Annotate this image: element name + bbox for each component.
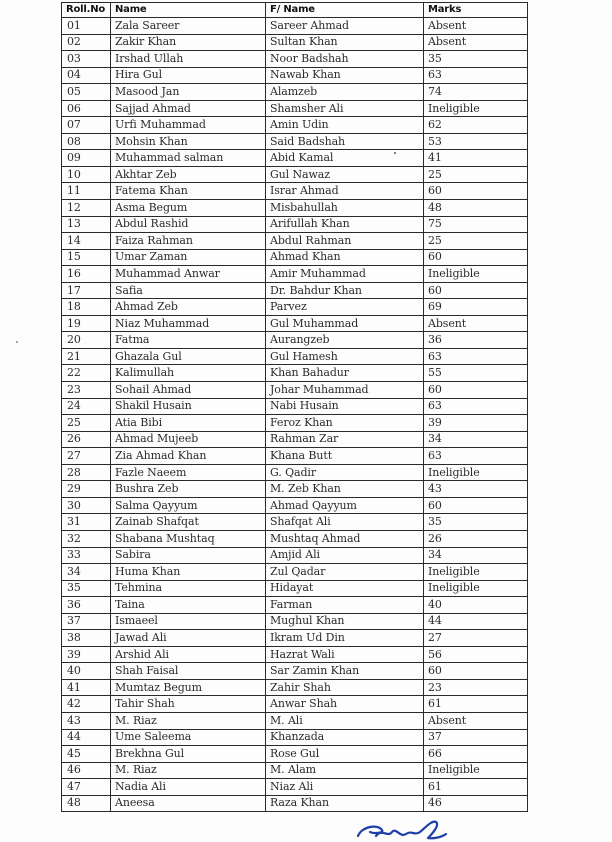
father-name-cell: Farman [266, 597, 424, 614]
marks-cell: Absent [424, 18, 528, 35]
name-cell: Faiza Rahman [111, 233, 266, 250]
roll-no-cell: 30 [62, 497, 111, 514]
father-name-cell: Nawab Khan [266, 67, 424, 84]
roll-no-cell: 35 [62, 580, 111, 597]
table-body [62, 18, 528, 812]
roll-no-cell: 12 [62, 200, 111, 217]
father-name-cell: Feroz Khan [266, 415, 424, 432]
father-name-cell: Ikram Ud Din [266, 630, 424, 647]
name-cell: Abdul Rashid [111, 216, 266, 233]
father-name-cell: Amir Muhammad [266, 266, 424, 283]
name-cell: Shah Faisal [111, 663, 266, 680]
name-cell: Nadia Ali [111, 779, 266, 796]
father-name-cell: Khan Bahadur [266, 365, 424, 382]
roll-no-cell: 18 [62, 299, 111, 316]
roll-no-cell: 48 [62, 795, 111, 812]
roll-no-cell: 39 [62, 646, 111, 663]
marks-cell: 60 [424, 497, 528, 514]
father-name-cell: M. Ali [266, 712, 424, 729]
table-row [62, 100, 528, 117]
marks-cell: Ineligible [424, 762, 528, 779]
name-cell: Zainab Shafqat [111, 514, 266, 531]
table-row [62, 382, 528, 399]
table-row [62, 597, 528, 614]
name-cell: Ismaeel [111, 613, 266, 630]
name-cell: Tahir Shah [111, 696, 266, 713]
roll-no-cell: 13 [62, 216, 111, 233]
marks-cell: Ineligible [424, 580, 528, 597]
roll-no-cell: 25 [62, 415, 111, 432]
roll-no-cell: 43 [62, 712, 111, 729]
name-cell: Safia [111, 282, 266, 299]
stray-mark [394, 152, 396, 154]
name-cell: Mohsin Khan [111, 133, 266, 150]
father-name-cell: Dr. Bahdur Khan [266, 282, 424, 299]
name-cell: Urfi Muhammad [111, 117, 266, 134]
name-cell: Fazle Naeem [111, 464, 266, 481]
table-row [62, 613, 528, 630]
roll-no-cell: 15 [62, 249, 111, 266]
table-row [62, 630, 528, 647]
name-cell: Zakir Khan [111, 34, 266, 51]
table-row [62, 249, 528, 266]
table-row [62, 398, 528, 415]
table-row [62, 547, 528, 564]
table-row [62, 315, 528, 332]
table-header-row [62, 3, 528, 18]
marks-cell: Absent [424, 315, 528, 332]
marks-cell: 62 [424, 117, 528, 134]
table-row [62, 762, 528, 779]
roll-no-cell: 40 [62, 663, 111, 680]
header-roll-no: Roll.No [62, 3, 111, 18]
table-row [62, 332, 528, 349]
father-name-cell: Sar Zamin Khan [266, 663, 424, 680]
father-name-cell: Khana Butt [266, 448, 424, 465]
table-row [62, 795, 528, 812]
roll-no-cell: 42 [62, 696, 111, 713]
table-row [62, 431, 528, 448]
father-name-cell: Rose Gul [266, 746, 424, 763]
name-cell: Irshad Ullah [111, 51, 266, 68]
name-cell: Tehmina [111, 580, 266, 597]
father-name-cell: Anwar Shah [266, 696, 424, 713]
father-name-cell: Gul Hamesh [266, 348, 424, 365]
father-name-cell: Noor Badshah [266, 51, 424, 68]
name-cell: M. Riaz [111, 712, 266, 729]
table-row [62, 51, 528, 68]
name-cell: Ahmad Zeb [111, 299, 266, 316]
marks-cell: 63 [424, 448, 528, 465]
roll-no-cell: 11 [62, 183, 111, 200]
header-marks: Marks [424, 3, 528, 18]
name-cell: Muhammad salman [111, 150, 266, 167]
marks-cell: 27 [424, 630, 528, 647]
table-row [62, 712, 528, 729]
roll-no-cell: 38 [62, 630, 111, 647]
name-cell: M. Riaz [111, 762, 266, 779]
name-cell: Taina [111, 597, 266, 614]
roll-no-cell: 01 [62, 18, 111, 35]
roll-no-cell: 02 [62, 34, 111, 51]
signature-stroke [358, 822, 446, 839]
roll-no-cell: 45 [62, 746, 111, 763]
name-cell: Sajjad Ahmad [111, 100, 266, 117]
name-cell: Fatma [111, 332, 266, 349]
name-cell: Brekhna Gul [111, 746, 266, 763]
name-cell: Hira Gul [111, 67, 266, 84]
father-name-cell: Abid Kamal [266, 150, 424, 167]
roll-no-cell: 31 [62, 514, 111, 531]
roll-no-cell: 23 [62, 382, 111, 399]
table-row [62, 564, 528, 581]
roll-no-cell: 28 [62, 464, 111, 481]
marks-cell: 63 [424, 348, 528, 365]
table-row [62, 464, 528, 481]
name-cell: Ahmad Mujeeb [111, 431, 266, 448]
roll-no-cell: 09 [62, 150, 111, 167]
roll-no-cell: 04 [62, 67, 111, 84]
marks-cell: 55 [424, 365, 528, 382]
table-row [62, 183, 528, 200]
table-row [62, 646, 528, 663]
marks-cell: 74 [424, 84, 528, 101]
marks-cell: 35 [424, 51, 528, 68]
marks-cell: 26 [424, 530, 528, 547]
name-cell: Ghazala Gul [111, 348, 266, 365]
father-name-cell: M. Zeb Khan [266, 481, 424, 498]
roll-no-cell: 10 [62, 166, 111, 183]
table-row [62, 84, 528, 101]
father-name-cell: Hazrat Wali [266, 646, 424, 663]
table-row [62, 150, 528, 167]
father-name-cell: Ahmad Qayyum [266, 497, 424, 514]
table-row [62, 481, 528, 498]
marks-cell: Ineligible [424, 464, 528, 481]
table-row [62, 448, 528, 465]
table-row [62, 133, 528, 150]
roll-no-cell: 07 [62, 117, 111, 134]
name-cell: Salma Qayyum [111, 497, 266, 514]
roll-no-cell: 33 [62, 547, 111, 564]
father-name-cell: Zahir Shah [266, 679, 424, 696]
marks-cell: 60 [424, 282, 528, 299]
roll-no-cell: 44 [62, 729, 111, 746]
father-name-cell: Khanzada [266, 729, 424, 746]
marks-cell: Ineligible [424, 266, 528, 283]
marks-cell: 56 [424, 646, 528, 663]
father-name-cell: Abdul Rahman [266, 233, 424, 250]
father-name-cell: Rahman Zar [266, 431, 424, 448]
roll-no-cell: 05 [62, 84, 111, 101]
father-name-cell: Amin Udin [266, 117, 424, 134]
table-row [62, 34, 528, 51]
roll-no-cell: 06 [62, 100, 111, 117]
father-name-cell: Nabi Husain [266, 398, 424, 415]
table-row [62, 266, 528, 283]
marks-cell: 63 [424, 398, 528, 415]
table-row [62, 779, 528, 796]
table-row [62, 282, 528, 299]
marks-cell: 69 [424, 299, 528, 316]
roll-no-cell: 17 [62, 282, 111, 299]
roll-no-cell: 26 [62, 431, 111, 448]
name-cell: Shabana Mushtaq [111, 530, 266, 547]
name-cell: Huma Khan [111, 564, 266, 581]
name-cell: Muhammad Anwar [111, 266, 266, 283]
father-name-cell: Aurangzeb [266, 332, 424, 349]
father-name-cell: Alamzeb [266, 84, 424, 101]
table-row [62, 663, 528, 680]
name-cell: Arshid Ali [111, 646, 266, 663]
name-cell: Zia Ahmad Khan [111, 448, 266, 465]
margin-mark [16, 341, 18, 343]
name-cell: Zala Sareer [111, 18, 266, 35]
marks-cell: 34 [424, 547, 528, 564]
roll-no-cell: 24 [62, 398, 111, 415]
marks-cell: 60 [424, 382, 528, 399]
marks-cell: 61 [424, 779, 528, 796]
name-cell: Ume Saleema [111, 729, 266, 746]
marks-cell: 35 [424, 514, 528, 531]
roll-no-cell: 47 [62, 779, 111, 796]
roll-no-cell: 19 [62, 315, 111, 332]
signature [352, 818, 452, 842]
roll-no-cell: 46 [62, 762, 111, 779]
father-name-cell: M. Alam [266, 762, 424, 779]
marks-cell: 53 [424, 133, 528, 150]
marks-cell: 60 [424, 663, 528, 680]
father-name-cell: Raza Khan [266, 795, 424, 812]
father-name-cell: Mushtaq Ahmad [266, 530, 424, 547]
marks-cell: 25 [424, 233, 528, 250]
marks-cell: Ineligible [424, 100, 528, 117]
table-row [62, 729, 528, 746]
father-name-cell: Shafqat Ali [266, 514, 424, 531]
marks-cell: 46 [424, 795, 528, 812]
name-cell: Asma Begum [111, 200, 266, 217]
marks-cell: 66 [424, 746, 528, 763]
name-cell: Aneesa [111, 795, 266, 812]
father-name-cell: Johar Muhammad [266, 382, 424, 399]
father-name-cell: Misbahullah [266, 200, 424, 217]
roll-no-cell: 41 [62, 679, 111, 696]
roll-no-cell: 21 [62, 348, 111, 365]
marks-cell: 60 [424, 183, 528, 200]
father-name-cell: Said Badshah [266, 133, 424, 150]
roll-no-cell: 22 [62, 365, 111, 382]
header-name: Name [111, 3, 266, 18]
name-cell: Umar Zaman [111, 249, 266, 266]
marks-cell: Absent [424, 712, 528, 729]
father-name-cell: Shamsher Ali [266, 100, 424, 117]
table-row [62, 67, 528, 84]
name-cell: Atia Bibi [111, 415, 266, 432]
marks-cell: 25 [424, 166, 528, 183]
roll-no-cell: 14 [62, 233, 111, 250]
table-row [62, 216, 528, 233]
table-row [62, 679, 528, 696]
roll-no-cell: 27 [62, 448, 111, 465]
table-row [62, 696, 528, 713]
roll-no-cell: 37 [62, 613, 111, 630]
table-row [62, 530, 528, 547]
roll-no-cell: 29 [62, 481, 111, 498]
table-row [62, 233, 528, 250]
name-cell: Masood Jan [111, 84, 266, 101]
table-row [62, 365, 528, 382]
roll-no-cell: 36 [62, 597, 111, 614]
table-row [62, 348, 528, 365]
name-cell: Bushra Zeb [111, 481, 266, 498]
roll-no-cell: 34 [62, 564, 111, 581]
father-name-cell: G. Qadir [266, 464, 424, 481]
father-name-cell: Sultan Khan [266, 34, 424, 51]
marks-cell: 75 [424, 216, 528, 233]
table-row [62, 580, 528, 597]
name-cell: Shakil Husain [111, 398, 266, 415]
marks-cell: 60 [424, 249, 528, 266]
marks-cell: 44 [424, 613, 528, 630]
father-name-cell: Zul Qadar [266, 564, 424, 581]
name-cell: Mumtaz Begum [111, 679, 266, 696]
marks-cell: 63 [424, 67, 528, 84]
marks-cell: Absent [424, 34, 528, 51]
father-name-cell: Parvez [266, 299, 424, 316]
marks-cell: 34 [424, 431, 528, 448]
table-row [62, 299, 528, 316]
table-row [62, 746, 528, 763]
name-cell: Akhtar Zeb [111, 166, 266, 183]
father-name-cell: Israr Ahmad [266, 183, 424, 200]
marks-cell: 23 [424, 679, 528, 696]
table-row [62, 18, 528, 35]
father-name-cell: Niaz Ali [266, 779, 424, 796]
father-name-cell: Ahmad Khan [266, 249, 424, 266]
name-cell: Kalimullah [111, 365, 266, 382]
roll-no-cell: 03 [62, 51, 111, 68]
marks-cell: 40 [424, 597, 528, 614]
name-cell: Jawad Ali [111, 630, 266, 647]
name-cell: Niaz Muhammad [111, 315, 266, 332]
roll-no-cell: 08 [62, 133, 111, 150]
roll-no-cell: 20 [62, 332, 111, 349]
table-row [62, 415, 528, 432]
marks-cell: 41 [424, 150, 528, 167]
table-row [62, 514, 528, 531]
father-name-cell: Sareer Ahmad [266, 18, 424, 35]
father-name-cell: Gul Muhammad [266, 315, 424, 332]
marks-cell: 48 [424, 200, 528, 217]
name-cell: Fatema Khan [111, 183, 266, 200]
name-cell: Sohail Ahmad [111, 382, 266, 399]
results-table [61, 2, 528, 812]
header-father-name: F/ Name [266, 3, 424, 18]
marks-cell: 36 [424, 332, 528, 349]
table-row [62, 497, 528, 514]
roll-no-cell: 16 [62, 266, 111, 283]
marks-cell: 37 [424, 729, 528, 746]
marks-cell: Ineligible [424, 564, 528, 581]
father-name-cell: Hidayat [266, 580, 424, 597]
marks-cell: 39 [424, 415, 528, 432]
father-name-cell: Mughul Khan [266, 613, 424, 630]
table-row [62, 200, 528, 217]
father-name-cell: Amjid Ali [266, 547, 424, 564]
marks-cell: 43 [424, 481, 528, 498]
marks-cell: 61 [424, 696, 528, 713]
table-row [62, 117, 528, 134]
roll-no-cell: 32 [62, 530, 111, 547]
name-cell: Sabira [111, 547, 266, 564]
father-name-cell: Gul Nawaz [266, 166, 424, 183]
table-row [62, 166, 528, 183]
father-name-cell: Arifullah Khan [266, 216, 424, 233]
